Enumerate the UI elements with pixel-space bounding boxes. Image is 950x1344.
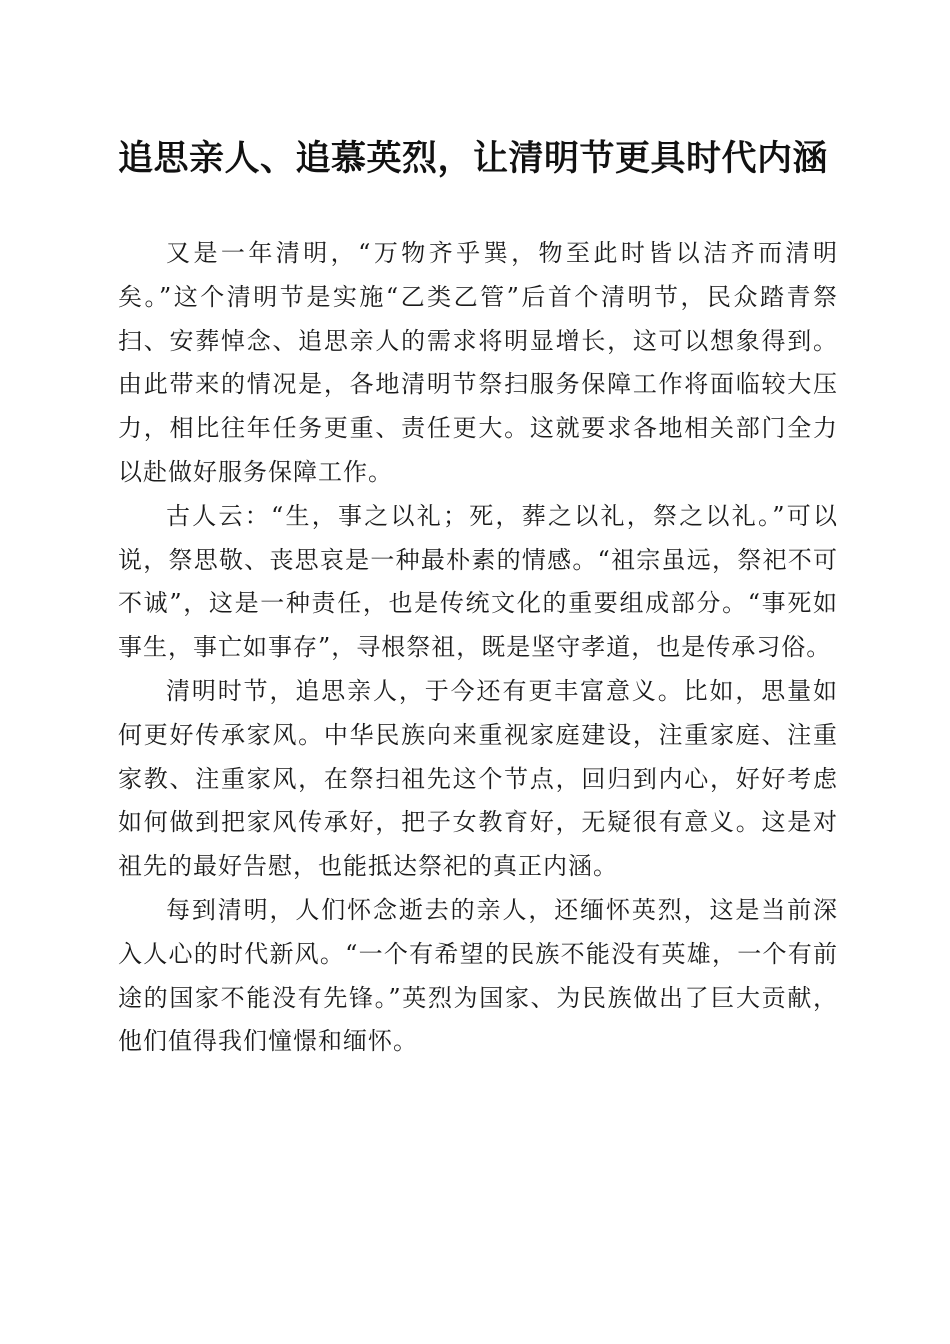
paragraph: 又是一年清明，“万物齐乎巽，物至此时皆以洁齐而清明矣。”这个清明节是实施“乙类乙管”后首个清明节，民众踏青祭扫、安葬悼念、追思亲人的需求将明显增长，这可以想象得到。由此带来的情况是，各地清明节祭扫服务保障工作将面临较大压力，相比往年任务更重、责任更大。这就要求各地相关部门全力以赴做好服务保障工作。 bbox=[118, 239, 838, 486]
paragraph: 古人云：“生，事之以礼；死，葬之以礼，祭之以礼。”可以说，祭思敬、丧思哀是一种最朴素的情感。“祖宗虽远，祭祀不可不诚”，这是一种责任，也是传统文化的重要组成部分。“事死如事生，事亡如事存”，寻根祭祖，既是坚守孝道，也是传承习俗。 bbox=[118, 501, 838, 662]
paragraph: 清明时节，追思亲人，于今还有更丰富意义。比如，思量如何更好传承家风。中华民族向来重视家庭建设，注重家庭、注重家教、注重家风，在祭扫祖先这个节点，回归到内心，好好考虑如何做到把家风传承好，把子女教育好，无疑很有意义。这是对祖先的最好告慰，也能抵达祭祀的真正内涵。 bbox=[118, 676, 838, 881]
document-body bbox=[118, 232, 838, 1064]
document-title: 追思亲人、追慕英烈，让清明节更具时代内涵 bbox=[118, 138, 829, 179]
paragraph: 每到清明，人们怀念逝去的亲人，还缅怀英烈，这是当前深入人心的时代新风。“一个有希望的民族不能没有英雄，一个有前途的国家不能没有先锋。”英烈为国家、为民族做出了巨大贡献，他们值得我们憧憬和缅怀。 bbox=[118, 895, 838, 1056]
